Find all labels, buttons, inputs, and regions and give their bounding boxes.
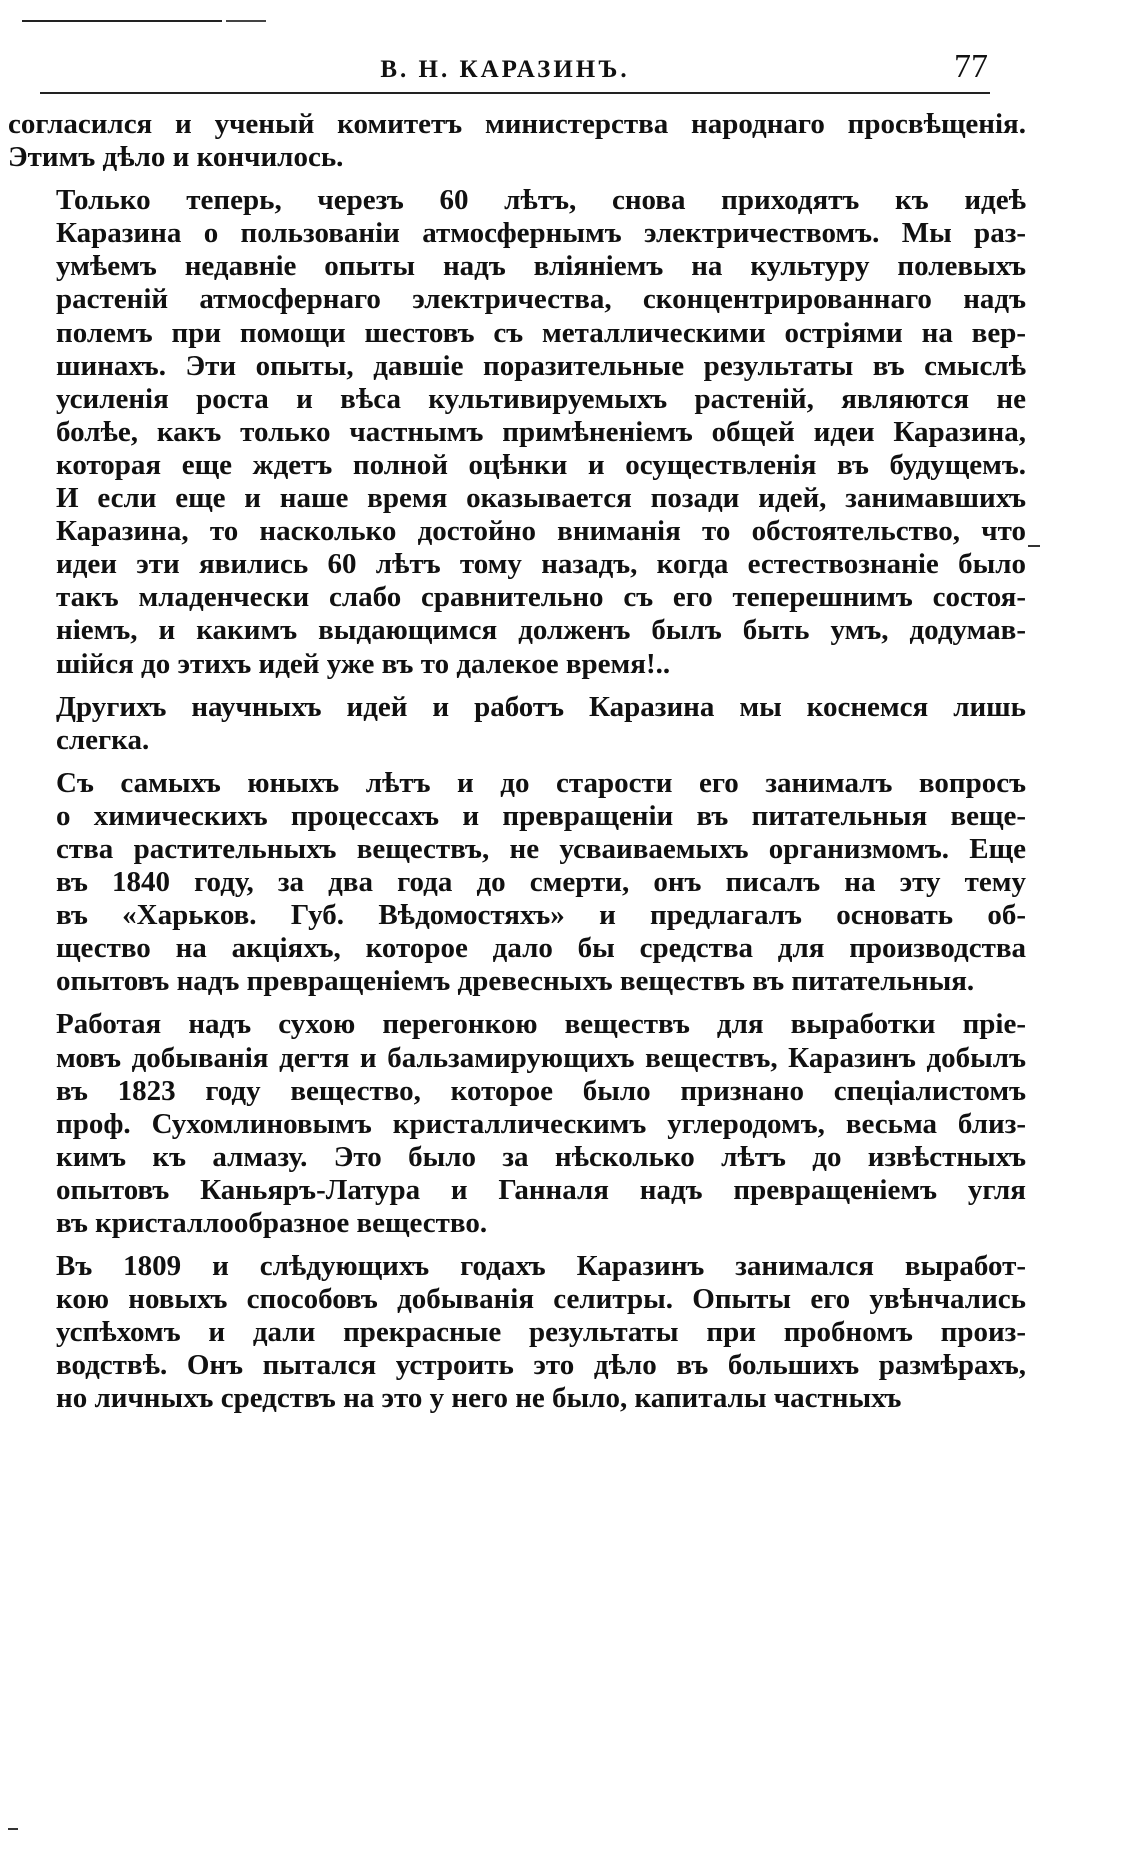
running-head [22,48,988,96]
bottom-mark [8,1828,18,1830]
text-line: Только теперь, черезъ 60 лѣтъ, снова приходятъ къ идеѣ [56,184,1026,217]
text-line: кою новыхъ способовъ добыванія селитры. Опыты его увѣнчались [56,1283,1026,1316]
text-line: въ «Харьков. Губ. Вѣдомостяхъ» и предлагалъ основать об- [56,899,1026,932]
paragraph [8,184,1026,680]
text-line: шійся до этихъ идей уже въ то далекое время!.. [56,647,671,680]
text-line: проф. Сухомлиновымъ кристаллическимъ углеродомъ, весьма близ- [56,1107,1026,1140]
running-title: В. Н. КАРАЗИНЪ. [380,56,630,83]
text-line: слегка. [56,723,150,756]
paragraph [8,767,1026,999]
text-line: мовъ добыванія дегтя и бальзамирующихъ веществъ, Каразинъ добылъ [56,1041,1026,1074]
text-line: опытовъ надъ превращеніемъ древесныхъ веществъ въ питательныя. [56,965,975,998]
text-line: щество на акціяхъ, которое дало бы средства для производства [56,932,1026,965]
paragraph [8,1250,1026,1415]
text-line: Другихъ научныхъ идей и работъ Каразина мы коснемся лишь [56,690,1026,723]
top-rule-fragment [226,20,266,22]
text-line: идеи эти явились 60 лѣтъ тому назадъ, когда естествознаніе было [56,548,1026,581]
margin-mark [1028,545,1040,547]
header-rule [40,92,990,94]
text-line: растеній атмосфернаго электричества, сконцентрированнаго надъ [56,283,1026,316]
text-line: Каразина, то насколько достойно вниманія то обстоятельство, что [56,515,1026,548]
text-line: кимъ къ алмазу. Это было за нѣсколько лѣтъ до извѣстныхъ [56,1140,1026,1173]
text-line: Въ 1809 и слѣдующихъ годахъ Каразинъ занимался выработ- [56,1250,1026,1283]
text-line: Работая надъ сухою перегонкою веществъ для выработки пріе- [56,1008,1026,1041]
text-line: Съ самыхъ юныхъ лѣтъ и до старости его занималъ вопросъ [56,766,1026,799]
page-number: 77 [954,48,988,85]
text-line: но личныхъ средствъ на это у него не было, капиталы частныхъ [56,1382,902,1415]
text-line: которая еще ждетъ полной оцѣнки и осуществленія въ будущемъ. [56,448,1026,481]
text-line: опытовъ Каньяръ-Латура и Ганналя надъ превращеніемъ угля [56,1173,1026,1206]
text-line: болѣе, какъ только частнымъ примѣненіемъ общей идеи Каразина, [56,415,1026,448]
text-line: И если еще и наше время оказывается позади идей, занимавшихъ [56,482,1026,515]
text-line: ства растительныхъ веществъ, не усваиваемыхъ организмомъ. Еще [56,832,1026,865]
text-line: ніемъ, и какимъ выдающимся долженъ былъ быть умъ, додумав- [56,614,1026,647]
text-line: такъ младенчески слабо сравнительно съ его теперешнимъ состоя- [56,581,1026,614]
text-line: Каразина о пользованіи атмосфернымъ электричествомъ. Мы раз- [56,217,1026,250]
text-line: о химическихъ процессахъ и превращеніи въ питательныя веще- [56,799,1026,832]
text-line: шинахъ. Эти опыты, давшіе поразительные результаты въ смыслѣ [56,349,1026,382]
paragraph [8,108,1026,174]
paragraph [8,691,1026,757]
text-line: въ 1840 году, за два года до смерти, онъ писалъ на эту тему [56,866,1026,899]
text-line: усиленія роста и вѣса культивируемыхъ растеній, являются не [56,382,1026,415]
text-line: Этимъ дѣло и кончилось. [8,141,344,174]
text-line: согласился и ученый комитетъ министерства народнаго просвѣщенія. [8,108,1026,140]
text-line: въ 1823 году вещество, которое было признано спеціалистомъ [56,1074,1026,1107]
text-line: въ кристаллообразное вещество. [56,1207,488,1239]
text-line: успѣхомъ и дали прекрасные результаты при пробномъ произ- [56,1316,1026,1349]
text-line: умѣемъ недавніе опыты надъ вліяніемъ на культуру полевыхъ [56,250,1026,283]
top-rule [22,20,222,22]
body-text [8,108,1026,1426]
paragraph [8,1008,1026,1240]
text-line: водствѣ. Онъ пытался устроить это дѣло въ большихъ размѣрахъ, [56,1349,1026,1382]
text-line: полемъ при помощи шестовъ съ металлическими остріями на вер- [56,316,1026,349]
